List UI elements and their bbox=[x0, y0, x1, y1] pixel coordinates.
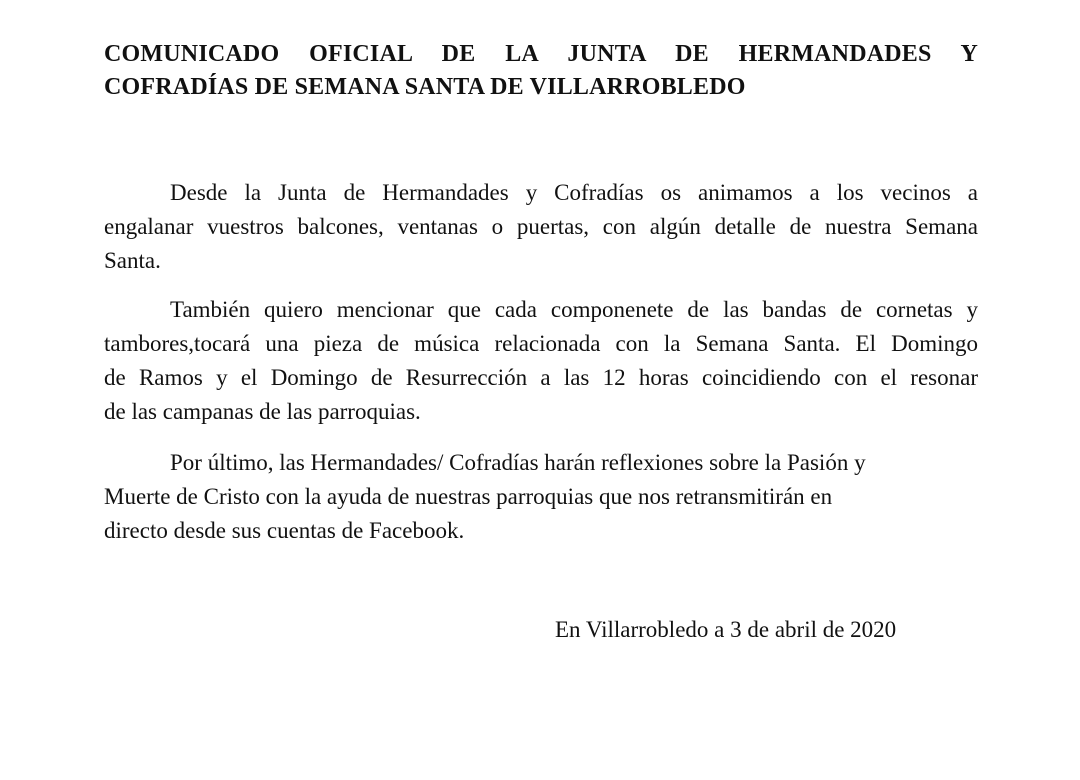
title-line-1: COMUNICADO OFICIAL DE LA JUNTA DE HERMANDADES Y bbox=[104, 41, 978, 67]
paragraph-line: directo desde sus cuentas de Facebook. bbox=[104, 518, 465, 543]
document-title bbox=[104, 38, 978, 104]
paragraph-line: Santa. bbox=[104, 248, 161, 273]
paragraph-line: de Ramos y el Domingo de Resurrección a las 12 horas coincidiendo con el resonar bbox=[104, 365, 978, 390]
paragraph-line: Por último, las Hermandades/ Cofradías harán reflexiones sobre la Pasión y bbox=[170, 450, 866, 475]
paragraph-reflections bbox=[104, 446, 978, 548]
paragraph-line: Muerte de Cristo con la ayuda de nuestras parroquias que nos retransmitirán en bbox=[104, 484, 833, 509]
paragraph-line: engalanar vuestros balcones, ventanas o puertas, con algún detalle de nuestra Semana bbox=[104, 214, 978, 239]
paragraph-line: También quiero mencionar que cada componenete de las bandas de cornetas y bbox=[170, 297, 978, 322]
paragraph-line: Desde la Junta de Hermandades y Cofradías os animamos a los vecinos a bbox=[170, 180, 978, 205]
place-date-signature: En Villarrobledo a 3 de abril de 2020 bbox=[555, 617, 897, 642]
paragraph-line: de las campanas de las parroquias. bbox=[104, 399, 421, 424]
paragraph-decoration-invitation bbox=[104, 176, 978, 278]
paragraph-music-announcement bbox=[104, 293, 978, 429]
title-line-2: COFRADÍAS DE SEMANA SANTA DE VILLARROBLEDO bbox=[104, 74, 746, 100]
paragraph-line: tambores,tocará una pieza de música relacionada con la Semana Santa. El Domingo bbox=[104, 331, 978, 356]
